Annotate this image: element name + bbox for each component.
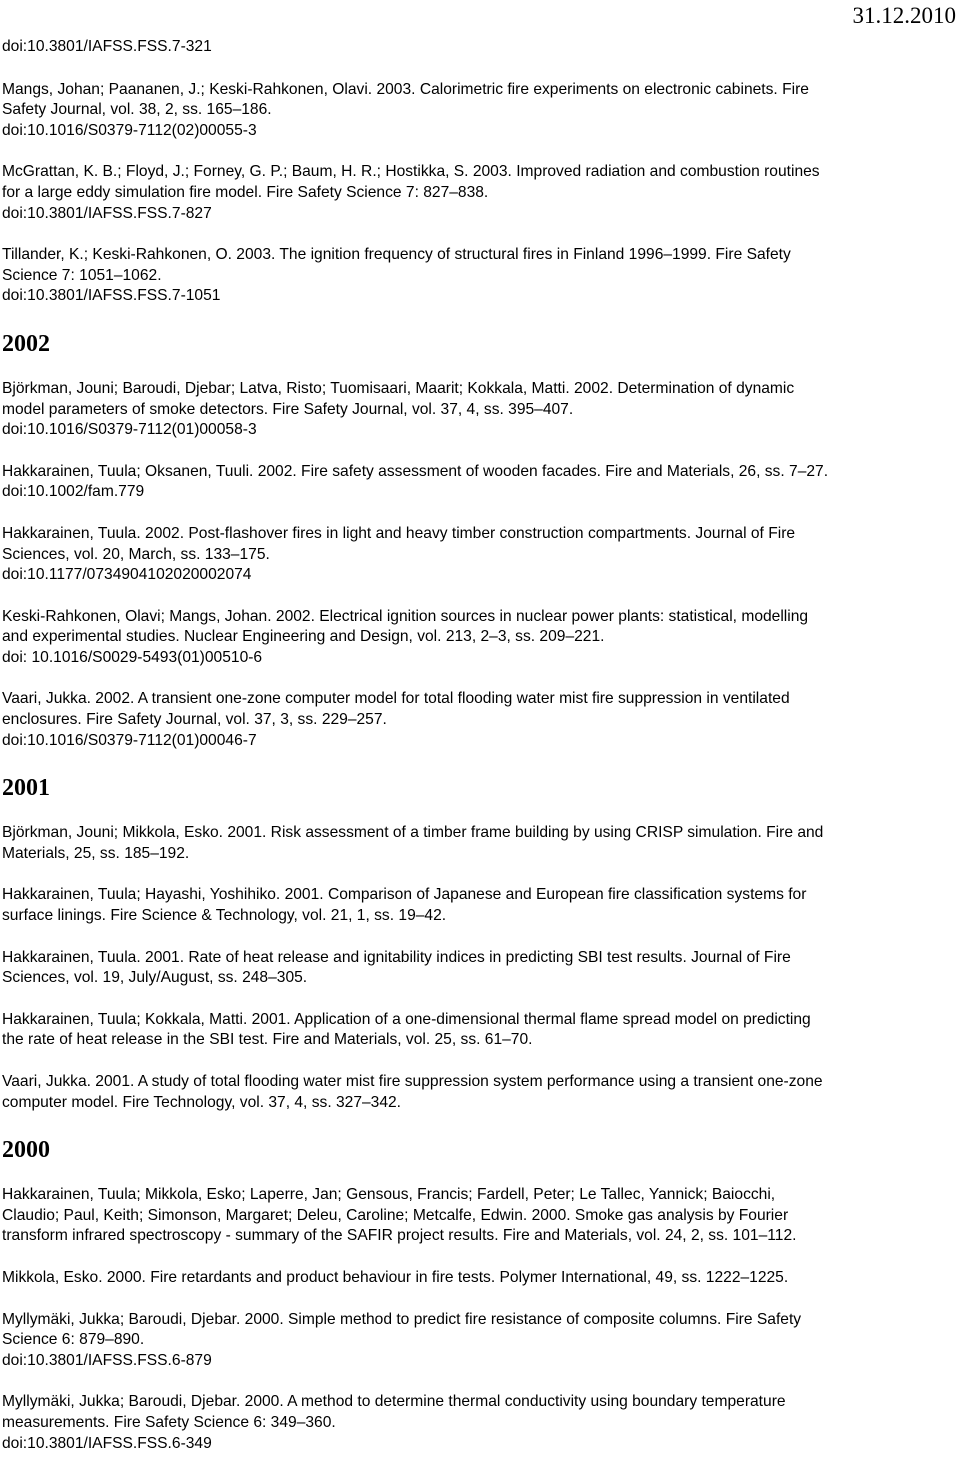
- reference-entry: Hakkarainen, Tuula; Kokkala, Matti. 2001. Application of a one-dimensional thermal flame spread model on predicting the rate of heat release in the SBI test. Fire and Materials, vol. 25, ss. 61–70.: [2, 1010, 811, 1049]
- reference-entry: Hakkarainen, Tuula; Hayashi, Yoshihiko. 2001. Comparison of Japanese and European fire classification systems for surface linings. Fire Science & Technology, vol. 21, 1, ss. 19–42.: [2, 886, 807, 925]
- reference-entry: Hakkarainen, Tuula; Mikkola, Esko; Laperre, Jan; Gensous, Francis; Fardell, Peter; Le Tallec, Yannick; Baiocchi, Claudio; Paul, Keith; Simonson, Margaret; Deleu, Caroline; Metcalfe, Edwin. 2000. Smoke gas analysis by Fourier transform infrared spectroscopy - summary of the SAFIR project results. Fire and Materials, vol. 24, 2, ss. 101–112.: [2, 1186, 797, 1245]
- reference-entry: Björkman, Jouni; Mikkola, Esko. 2001. Risk assessment of a timber frame building by using CRISP simulation. Fire and Materials, 25, ss. 185–192.: [2, 824, 824, 862]
- year-heading: 2000: [2, 1137, 50, 1164]
- reference-entry: Hakkarainen, Tuula; Oksanen, Tuuli. 2002. Fire safety assessment of wooden facades. Fire and Materials, 26, ss. 7–27. doi:10.1002/fam.779: [2, 462, 829, 501]
- reference-entry-doi: doi:10.3801/IAFSS.FSS.7-321: [2, 38, 212, 55]
- reference-entry: Vaari, Jukka. 2001. A study of total flooding water mist fire suppression system performance using a transient one-zone computer model. Fire Technology, vol. 37, 4, ss. 327–342.: [2, 1073, 823, 1111]
- reference-entry: Myllymäki, Jukka; Baroudi, Djebar. 2000. Simple method to predict fire resistance of composite columns. Fire Safety Science 6: 879–890. doi:10.3801/IAFSS.FSS.6-879: [2, 1310, 802, 1369]
- reference-entry: Tillander, K.; Keski-Rahkonen, O. 2003. The ignition frequency of structural fires in Finland 1996–1999. Fire Safety Science 7: 1051–1062. doi:10.3801/IAFSS.FSS.7-1051: [2, 246, 791, 305]
- year-heading: 2002: [2, 330, 50, 357]
- reference-entry: Myllymäki, Jukka; Baroudi, Djebar. 2000. A method to determine thermal conductivity using boundary temperature measurements. Fire Safety Science 6: 349–360. doi:10.3801/IAFSS.FSS.6-349: [2, 1393, 786, 1452]
- reference-section-2000: [2, 1135, 942, 1454]
- reference-entry: Hakkarainen, Tuula. 2001. Rate of heat release and ignitability indices in predicting SBI test results. Journal of Fire Sciences, vol. 19, July/August, ss. 248–305.: [2, 948, 791, 987]
- reference-section: [2, 80, 942, 307]
- reference-list: [2, 37, 942, 1475]
- reference-entry: Mangs, Johan; Paananen, J.; Keski-Rahkonen, Olavi. 2003. Calorimetric fire experiments on electronic cabinets. Fire Safety Journal, vol. 38, 2, ss. 165–186. doi:10.1016/S0379-7112(02)00055-3: [2, 80, 809, 139]
- reference-entry: Björkman, Jouni; Baroudi, Djebar; Latva, Risto; Tuomisaari, Maarit; Kokkala, Matti. 2002. Determination of dynamic model parameters of smoke detectors. Fire Safety Journal, vol. 37, 4, ss. 395–407. doi:10.1016/S0379-7112(01)00058-3: [2, 379, 795, 439]
- reference-entry: Mikkola, Esko. 2000. Fire retardants and product behaviour in fire tests. Polymer International, 49, ss. 1222–1225.: [2, 1268, 789, 1286]
- reference-entry: Keski-Rahkonen, Olavi; Mangs, Johan. 2002. Electrical ignition sources in nuclear power plants: statistical, modelling and experimental studies. Nuclear Engineering and Design, vol. 213, 2–3, ss. 209–221. doi: 10.1016/S0029-5493(01)00510-6: [2, 607, 809, 666]
- reference-entry: Hakkarainen, Tuula. 2002. Post-flashover fires in light and heavy timber construction compartments. Journal of Fire Sciences, vol. 20, March, ss. 133–175. doi:10.1177/0734904102020002074: [2, 524, 796, 584]
- reference-entry: McGrattan, K. B.; Floyd, J.; Forney, G. P.; Baum, H. R.; Hostikka, S. 2003. Improved radiation and combustion routines for a large eddy simulation fire model. Fire Safety Science 7: 827–838. doi:10.3801/IAFSS.FSS.7-827: [2, 163, 820, 222]
- page-date: 31.12.2010: [852, 3, 956, 28]
- year-heading: 2001: [2, 775, 50, 802]
- reference-section-2002: [2, 329, 942, 751]
- reference-section-2001: [2, 773, 942, 1113]
- reference-entry: Vaari, Jukka. 2002. A transient one-zone computer model for total flooding water mist fire suppression in ventilated enclosures. Fire Safety Journal, vol. 37, 3, ss. 229–257. doi:10.1016/S0379-7112(01)00046-7: [2, 690, 790, 749]
